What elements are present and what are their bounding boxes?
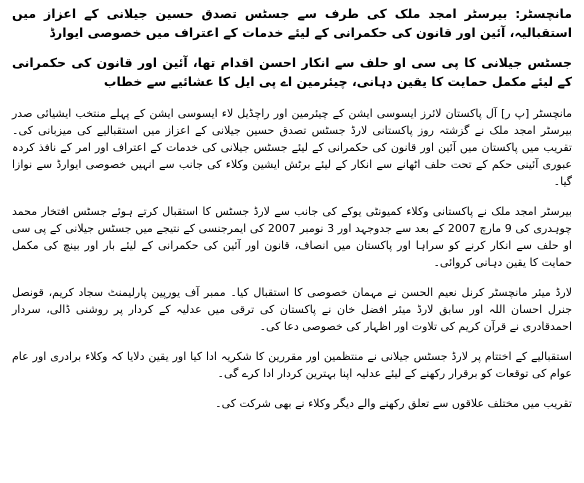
article-headline: مانچسٹر: بیرسٹر امجد ملک کی طرف سے جسٹس تصدق حسین جیلانی کے اعزاز میں استقبالیہ، آئین اور قانون کی حکمرانی کے لیئے خدمات کے اعتراف میں خصوصی ایوارڈ: [12, 6, 572, 40]
article-paragraph: بیرسٹر امجد ملک نے پاکستانی وکلاء کمیونٹی یوکے کی جانب سے لارڈ جسٹس کا استقبال کرتے ہوئے جسٹس افتخار محمد چوہدری کی 9 مارچ 2007 کے بعد سے جدوجہد اور 3 نومبر 2007 کی ایمرجنسی کے نتیجے میں جسٹس جیلانی کے پی سی او حلف سے انکار کرنے کو سراہا اور پاکستان میں انصاف، قانون اور آئین کی حکمرانی کے لیئے بار اور بینچ کی مکمل حمایت کا یقین دہانی کروائی۔: [12, 205, 572, 269]
article-paragraph: مانچسٹر [پ ر] آل پاکستان لائرز ایسوسی ایشن کے چیئرمین اور راچڈیل لاء ایسوسی ایشن کے پہلے منتخب ایشیائی صدر بیرسٹر امجد ملک نے گزشتہ روز پاکستانی لارڈ جسٹس تصدق حسین جیلانی کے اعزاز میں استقبالیے کی میزبانی کی۔ تقریب میں پاکستان میں آئین اور قانون کی حکمرانی کے لیئے جسٹس جیلانی کی خدمات کے اعتراف اور امر کے نافذ کردہ عبوری آئینی حکم کے تحت حلف اٹھانے سے انکار کے لیئے برٹش ایشین وکلاء کی جانب سے انہیں خصوصی ایوارڈ سے نوازا گیا۔: [12, 107, 572, 188]
article-paragraph: تقریب میں مختلف علاقوں سے تعلق رکھنے والے دیگر وکلاء نے بھی شرکت کی۔: [215, 397, 572, 410]
article-paragraph: لارڈ میئر مانچسٹر کرنل نعیم الحسن نے مہمان خصوصی کا استقبال کیا۔ ممبر آف یورپین پارلیمنٹ سجاد کریم، قونصل جنرل احسان اللہ اور سابق لارڈ میئر افضل خان نے پاکستان کی ترقی میں عدلیہ کے کردار پر روشنی ڈالی، سردار احمدقادری نے قرآن کریم کی تلاوت اور اظہار کی خصوصی دعا کی۔: [12, 286, 572, 333]
article-subheadline: جسٹس جیلانی کا پی سی او حلف سے انکار احسن اقدام تھا، آئین اور قانون کی حکمرانی کے لیئے مکمل حمایت کا یقین دہانی، چیئرمین اے پی ایل کا عشائیے سے خطاب: [12, 55, 572, 89]
article-paragraph: استقبالیے کے اختتام پر لارڈ جسٹس جیلانی نے منتظمین اور مقررین کا شکریہ ادا کیا اور یقین دلایا کہ وکلاء برادری اور عام عوام کی توقعات کو برقرار رکھنے کے لیئے عدلیہ اپنا بہترین کردار ادا کرے گی۔: [12, 350, 572, 380]
